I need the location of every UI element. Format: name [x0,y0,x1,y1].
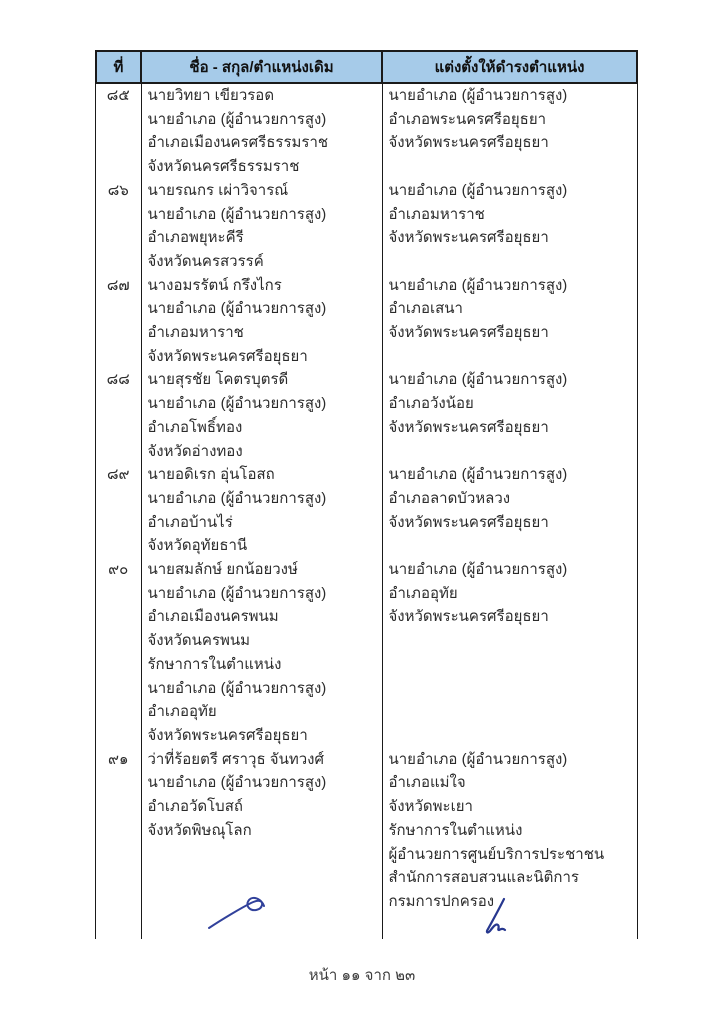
text-line: จังหวัดพระนครศรีอยุธยา [388,229,549,247]
former-position-cell [142,558,383,748]
text-line: นายอำเภอ (ผู้อำนวยการสูง) [388,181,568,199]
former-position-cell [142,274,383,369]
table-row [95,748,638,939]
header-col-appointed-position: แต่งตั้งให้ดำรงตำแหน่ง [434,59,585,76]
text-line: นางอมรรัตน์ กรึงไกร [147,276,282,294]
text-line: นายอำเภอ (ผู้อำนวยการสูง) [388,371,568,389]
text-line: จังหวัดพระนครศรีอยุธยา [388,513,549,531]
text-line: อำเภอมหาราช [388,205,485,223]
text-line: จังหวัดพะเยา [388,798,473,816]
header-col-number: ที่ [97,52,142,82]
text-line: จังหวัดพระนครศรีอยุธยา [388,324,549,342]
appointed-position-cell [383,84,638,179]
text-line: อำเภอวังน้อย [388,395,474,413]
appointed-position-cell [383,274,638,369]
table-row [95,368,638,463]
text-line: นายอำเภอ (ผู้อำนวยการสูง) [388,87,568,104]
former-position-cell [142,84,383,179]
appointed-position-cell [383,463,638,558]
text-line: นายอำเภอ (ผู้อำนวยการสูง) [147,489,327,507]
text-line: ว่าที่ร้อยตรี ศราวุธ จันทวงศ์ [147,750,324,768]
page-number: หน้า ๑๑ จาก ๒๓ [308,967,416,984]
text-line: จังหวัดพระนครศรีอยุธยา [388,418,549,436]
text-line: จังหวัดพระนครศรีอยุธยา [147,347,308,365]
text-line: จังหวัดพระนครศรีอยุธยา [388,134,549,152]
appointed-position-cell [383,558,638,748]
text-line: นายอำเภอ (ผู้อำนวยการสูง) [147,300,327,318]
row-number: ๙๑ [96,748,142,939]
text-line: รักษาการในตำแหน่ง [388,821,523,839]
text-line: กรมการปกครอง [388,892,495,910]
text-line: จังหวัดนครศรีธรรมราช [147,158,300,176]
text-line: อำเภอวัดโบสถ์ [147,798,243,816]
text-line: จังหวัดพระนครศรีอยุธยา [388,608,549,626]
text-line: จังหวัดนครพนม [147,632,251,650]
text-line: นายวิทยา เขียวรอด [147,87,275,104]
text-line: ผู้อำนวยการศูนย์บริการประชาชน [388,845,605,863]
text-line: นายอำเภอ (ผู้อำนวยการสูง) [388,276,568,294]
row-number: ๘๘ [96,368,142,463]
text-line: อำเภอเสนา [388,300,463,318]
table-row [95,274,638,369]
text-line: นายสุรชัย โคตรบุตรดี [147,371,289,389]
text-line: นายอำเภอ (ผู้อำนวยการสูง) [147,395,327,413]
row-number: ๘๙ [96,463,142,558]
table-row [95,463,638,558]
text-line: นายอำเภอ (ผู้อำนวยการสูง) [147,110,327,128]
appointed-position-cell [383,179,638,274]
table-body [95,84,638,939]
text-line: นายรณกร เผ่าวิจารณ์ [147,181,289,199]
appointed-position-cell [383,368,638,463]
header-col-former-position: ชื่อ - สกุล/ตำแหน่งเดิม [142,52,383,82]
text-line: อำเภออุทัย [388,584,458,602]
table-header-row [95,50,638,84]
text-line: อำเภอลาดบัวหลวง [388,489,511,507]
text-line: รักษาการในตำแหน่ง [147,655,282,673]
former-position-cell [142,463,383,558]
text-line: นายอำเภอ (ผู้อำนวยการสูง) [388,561,568,579]
text-line: สำนักการสอบสวนและนิติการ [388,869,579,887]
table-row [95,179,638,274]
text-line: อำเภอเมืองนครพนม [147,608,279,626]
text-line: นายอำเภอ (ผู้อำนวยการสูง) [147,584,327,602]
text-line: นายอำเภอ (ผู้อำนวยการสูง) [147,679,327,697]
row-number: ๙๐ [96,558,142,748]
text-line: จังหวัดพิษณุโลก [147,821,252,839]
text-line: นายอำเภอ (ผู้อำนวยการสูง) [147,205,327,223]
row-number: ๘๕ [96,84,142,179]
text-line: จังหวัดอ่างทอง [147,442,243,460]
text-line: อำเภอพยุหะคีรี [147,229,244,247]
table-row [95,84,638,179]
row-number: ๘๗ [96,274,142,369]
row-number: ๘๖ [96,179,142,274]
text-line: อำเภออุทัย [147,703,217,721]
text-line: อำเภอโพธิ์ทอง [147,418,243,436]
signature-ink-left [203,891,269,935]
text-line: นายอำเภอ (ผู้อำนวยการสูง) [147,774,327,792]
text-line: จังหวัดอุทัยธานี [147,537,248,555]
text-line: อำเภอเมืองนครศรีธรรมราช [147,134,329,152]
text-line: อำเภอบ้านไร่ [147,513,233,531]
signature-ink-right [473,896,521,940]
text-line: จังหวัดพระนครศรีอยุธยา [147,726,308,744]
text-line: นายอำเภอ (ผู้อำนวยการสูง) [388,750,568,768]
text-line: นายอำเภอ (ผู้อำนวยการสูง) [388,466,568,484]
former-position-cell [142,179,383,274]
former-position-cell [142,368,383,463]
table-row [95,558,638,748]
text-line: นายอดิเรก อุ่นโอสถ [147,466,275,484]
text-line: นายสมลักษ์ ยกน้อยวงษ์ [147,561,298,579]
appointment-table [95,50,638,939]
text-line: จังหวัดนครสวรรค์ [147,252,264,270]
text-line: อำเภอมหาราช [147,324,244,342]
text-line: อำเภอแม่ใจ [388,774,466,792]
text-line: อำเภอพระนครศรีอยุธยา [388,110,547,128]
